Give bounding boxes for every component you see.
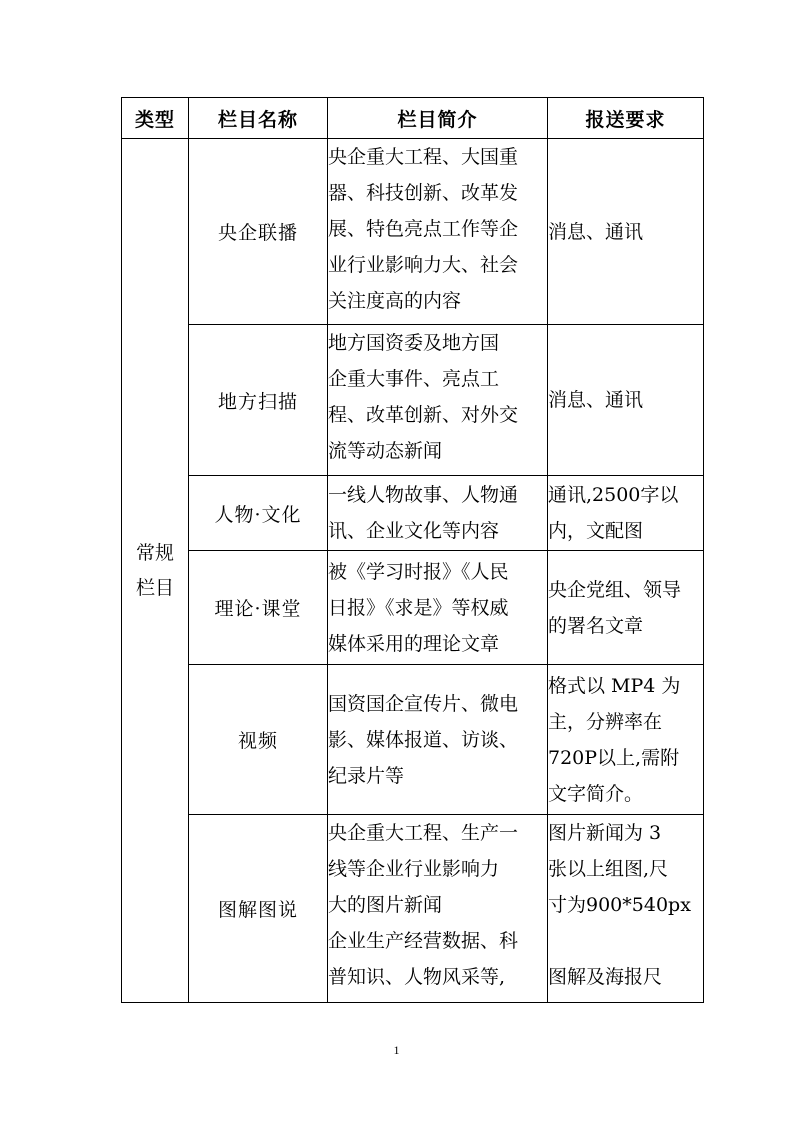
requirement-line: 格式以 MP4 为: [548, 674, 681, 697]
intro-line: 影、媒体报道、访谈、: [328, 728, 519, 751]
intro-line: 流等动态新闻: [328, 440, 443, 462]
column-intro: [328, 815, 548, 1003]
requirement-line: 的署名文章: [548, 614, 644, 637]
header-type: 类型: [122, 98, 189, 139]
intro-line: 央企重大工程、大国重: [328, 146, 519, 168]
submission-requirement: [548, 139, 704, 325]
requirement-line: 消息、通讯: [548, 220, 644, 243]
intro-line: 企重大事件、亮点工: [328, 368, 500, 390]
column-intro: [328, 476, 548, 551]
intro-line: 企业生产经营数据、科: [328, 930, 519, 952]
column-intro: [328, 665, 548, 815]
intro-line: 央企重大工程、生产一: [328, 822, 519, 844]
column-name: 地方扫描: [189, 325, 328, 476]
requirement-line: [548, 923, 703, 959]
intro-line: 大的图片新闻: [328, 894, 443, 916]
page-number: 1: [393, 1043, 400, 1057]
table-row: [122, 815, 704, 1003]
requirement-line: 图解及海报尺: [548, 966, 663, 988]
intro-line: 讯、企业文化等内容: [328, 520, 500, 542]
column-name: 理论·课堂: [189, 551, 328, 665]
requirement-line: 图片新闻为 3: [548, 822, 662, 844]
type-cell: [122, 139, 189, 1003]
intro-line: 程、改革创新、对外交: [328, 404, 519, 426]
requirement-line: 寸为900*540px: [548, 894, 691, 916]
intro-line: 器、科技创新、改革发: [328, 182, 519, 204]
intro-line: 被《学习时报》《人民: [328, 560, 509, 583]
type-text: 常规: [135, 541, 174, 564]
table-row: [122, 139, 704, 325]
column-intro: [328, 551, 548, 665]
requirement-line: 央企党组、领导: [548, 578, 682, 601]
intro-line: 普知识、人物风采等,: [328, 966, 506, 988]
requirement-line: 消息、通讯: [548, 389, 644, 411]
column-intro: [328, 139, 548, 325]
requirement-line: 张以上组图,尺: [548, 858, 669, 880]
submission-requirement: [548, 551, 704, 665]
header-row: [122, 98, 704, 139]
header-requirements: 报送要求: [548, 98, 704, 139]
header-column-name: 栏目名称: [189, 98, 328, 139]
column-name: 人物·文化: [189, 476, 328, 551]
intro-line: 一线人物故事、人物通: [328, 484, 519, 506]
intro-line: 媒体采用的理论文章: [328, 632, 500, 655]
intro-line: 日报》《求是》等权威: [328, 596, 509, 619]
intro-line: 关注度高的内容: [328, 290, 462, 312]
table-row: [122, 476, 704, 551]
table-row: [122, 551, 704, 665]
column-intro: [328, 325, 548, 476]
table-row: [122, 665, 704, 815]
submission-requirement: [548, 476, 704, 551]
intro-line: 线等企业行业影响力: [328, 858, 500, 880]
requirement-line: 720P以上,需附: [548, 746, 680, 769]
submission-requirement: [548, 665, 704, 815]
column-name: 图解图说: [189, 815, 328, 1003]
requirement-line: 主，分辨率在: [548, 710, 663, 733]
table-row: [122, 325, 704, 476]
intro-line: 地方国资委及地方国: [328, 332, 500, 354]
intro-line: 国资国企宣传片、微电: [328, 692, 519, 715]
intro-line: 业行业影响力大、社会: [328, 254, 519, 276]
submission-requirement: [548, 815, 704, 1003]
submission-requirement: [548, 325, 704, 476]
type-text: 栏目: [135, 576, 174, 599]
intro-line: 纪录片等: [328, 764, 405, 787]
column-name: 央企联播: [189, 139, 328, 325]
column-table: [121, 97, 704, 1003]
column-name: 视频: [189, 665, 328, 815]
header-column-intro: 栏目简介: [328, 98, 548, 139]
requirement-line: 通讯,2500字以: [548, 484, 679, 506]
requirement-line: 文字简介。: [548, 782, 644, 805]
requirement-line: 内，文配图: [548, 520, 644, 542]
intro-line: 展、特色亮点工作等企: [328, 218, 519, 240]
